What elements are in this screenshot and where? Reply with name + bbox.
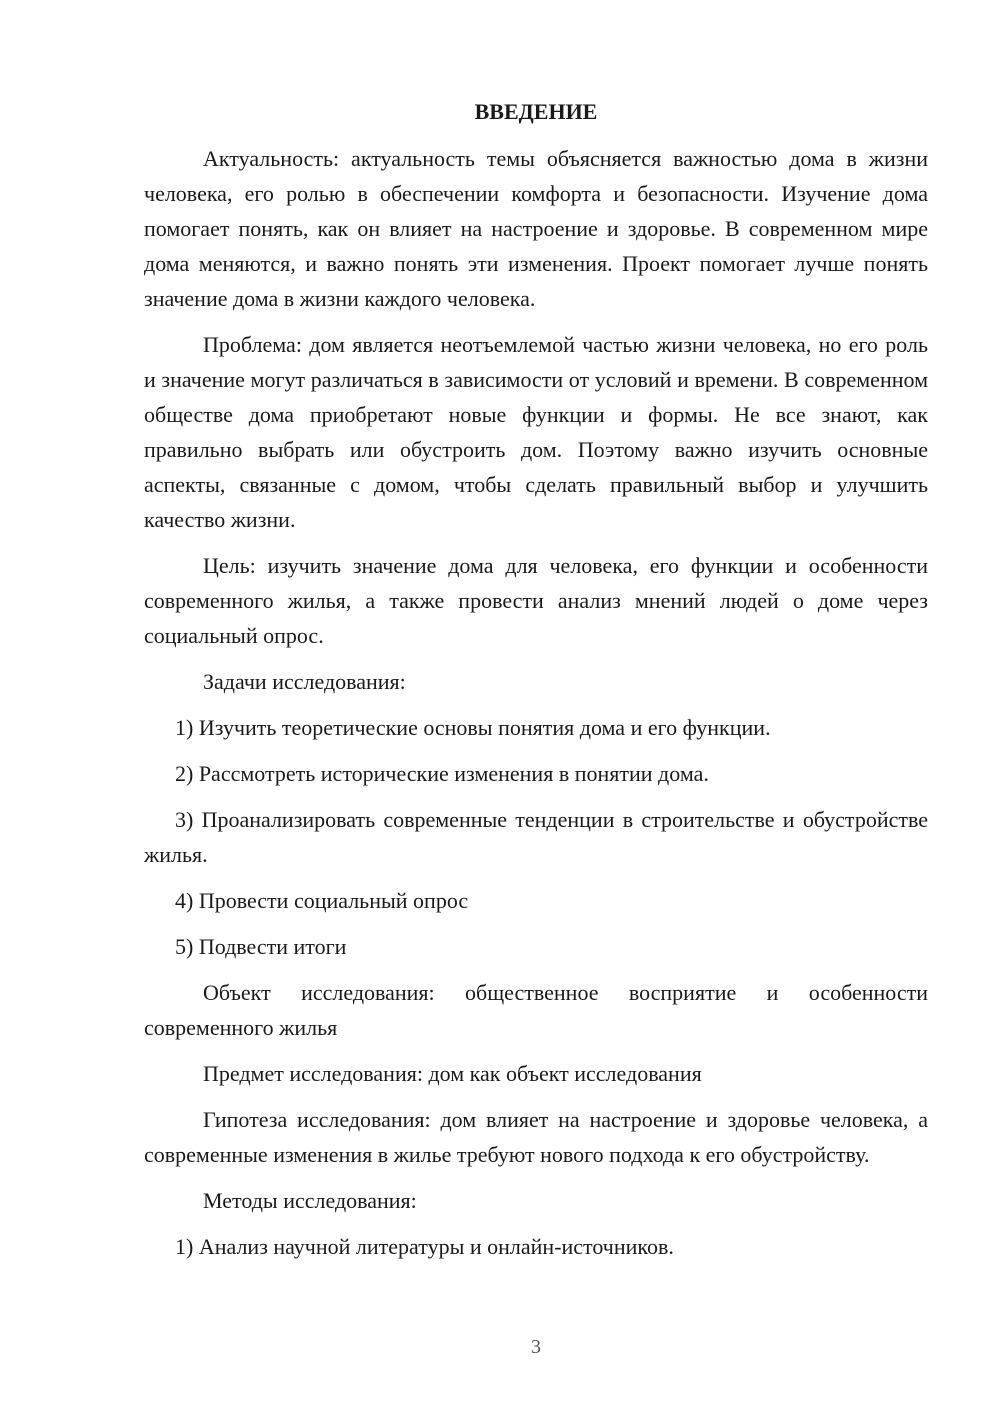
section-title: ВВЕДЕНИЕ <box>474 99 598 124</box>
relevance-paragraph: Актуальность: актуальность темы объясняется важностью дома в жизни человека, его ролью в обеспечении комфорта и безопасности. Изучение дома помогает понять, как он влияет на настроение и здоровье. В современном мире дома меняются, и важно понять эти изменения. Проект помогает лучше понять значение дома в жизни каждого человека. <box>144 146 928 311</box>
method-item-1: 1) Анализ научной литературы и онлайн-источников. <box>175 1234 674 1259</box>
research-subject-paragraph: Предмет исследования: дом как объект исследования <box>203 1061 702 1086</box>
task-item-5: 5) Подвести итоги <box>175 934 347 959</box>
page-number: 3 <box>531 1336 541 1358</box>
tasks-heading: Задачи исследования: <box>203 669 406 694</box>
task-item-4: 4) Провести социальный опрос <box>175 888 469 913</box>
document-page <box>144 94 928 1275</box>
hypothesis-paragraph: Гипотеза исследования: дом влияет на настроение и здоровье человека, а современные изменения в жилье требуют нового подхода к его обустройству. <box>144 1107 928 1167</box>
task-item-3: 3) Проанализировать современные тенденции в строительстве и обустройстве жилья. <box>144 807 928 867</box>
research-object-paragraph: Объект исследования: общественное восприятие и особенности современного жилья <box>144 980 928 1040</box>
goal-paragraph: Цель: изучить значение дома для человека, его функции и особенности современного жилья, а также провести анализ мнений людей о доме через социальный опрос. <box>144 553 928 648</box>
task-item-2: 2) Рассмотреть исторические изменения в понятии дома. <box>175 761 709 786</box>
problem-paragraph: Проблема: дом является неотъемлемой частью жизни человека, но его роль и значение могут различаться в зависимости от условий и времени. В современном обществе дома приобретают новые функции и формы. Не все знают, как правильно выбрать или обустроить дом. Поэтому важно изучить основные аспекты, связанные с домом, чтобы сделать правильный выбор и улучшить качество жизни. <box>144 332 928 532</box>
task-item-1: 1) Изучить теоретические основы понятия дома и его функции. <box>175 715 771 740</box>
methods-heading: Методы исследования: <box>203 1188 417 1213</box>
